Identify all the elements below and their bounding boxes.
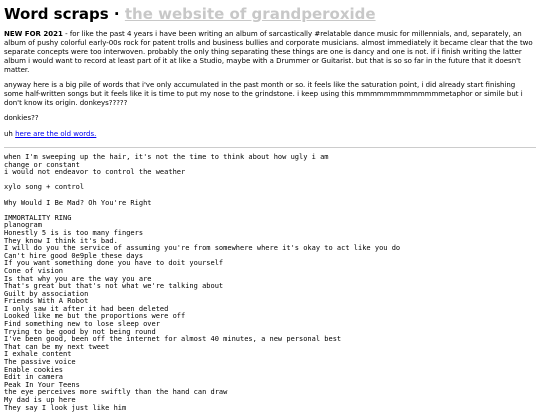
word-scrap-line: That's great but that's not what we're talking about <box>4 282 224 291</box>
word-scrap-line: My dad is up here <box>4 396 76 404</box>
word-scrap-line: Enable cookies <box>4 365 64 374</box>
word-scrap-line: Looked like me but the proportions were off <box>4 312 186 321</box>
word-scrap-line: I've been good, been off the internet for almost 40 minutes, a new personal best <box>4 335 342 344</box>
donkies-text: donkies?? <box>4 114 39 122</box>
title-separator: · <box>113 5 120 23</box>
word-scrap-line: I only saw it after it had been deleted <box>4 304 169 313</box>
word-scrap-line: Find something new to lose sleep over <box>4 320 160 329</box>
word-scraps-list <box>4 154 536 412</box>
word-scrap-line: Edit in camera <box>4 373 64 382</box>
divider <box>4 147 536 148</box>
word-scrap-line: i would not endeavor to control the weather <box>4 168 186 177</box>
site-subtitle-link[interactable]: the website of grandperoxide <box>124 5 376 23</box>
blank-line <box>4 207 536 215</box>
old-words-link[interactable]: here are the old words. <box>15 130 97 138</box>
word-scrap-line: Friends With A Robot <box>4 297 89 306</box>
word-scrap-line: the eye perceives more swiftly than the hand can draw <box>4 388 228 397</box>
word-scrap-line: They know I think it's bad. <box>4 236 118 245</box>
word-scrap-line: when I'm sweeping up the hair, it's not the time to think about how ugly i am <box>4 153 329 161</box>
word-scrap-line: Cone of vision <box>4 266 64 275</box>
word-scrap-line: change or constant <box>4 160 80 169</box>
word-scrap-line: If you want something done you have to doit yourself <box>4 259 224 268</box>
second-paragraph: anyway here is a big pile of words that i've only accumulated in the past month or so. it feels like the saturation point, i did already start finishing some half-written songs but it feels like it is time to put my nose to the grindstone. i keep using this mmmmmmmmmmmmmetaphor or simile but i don't know its origin. donkeys????? <box>4 81 523 107</box>
word-scrap-line: The passive voice <box>4 358 76 367</box>
intro-text: - for like the past 4 years i have been writing an album of sarcastically #relatable dance music for millennials, and, separately, an album of pushy colorful early-00s rock for patent trolls and business bullies and corporate musicians. almost immediately it became clear that the two separate concepts were too interwoven. probably the only thing separating these things are one is dancy and one is not. if i finish writing the latter album i would want to record at least part of it at like a Studio, maybe with a Drummer or Guitarist. but that is so so far in the future that it doesn't matter. <box>4 30 533 74</box>
word-scrap-line: Peak In Your Teens <box>4 380 80 389</box>
intro-paragraph <box>4 30 536 75</box>
word-scrap-line: I will do you the service of assuming you're from somewhere where it's okay to act like you do <box>4 244 401 253</box>
word-scrap-line: Is that why you are the way you are <box>4 274 152 283</box>
word-scrap-line: They say I look just like him <box>4 403 127 412</box>
word-scrap-line: That can be my next tweet <box>4 342 110 351</box>
word-scrap-line: xylo song + control <box>4 183 85 192</box>
old-words-paragraph <box>4 130 536 139</box>
word-scrap-line: Honestly 5 is is too many fingers <box>4 228 144 237</box>
site-title: Word scraps <box>4 5 109 23</box>
word-scrap-line: Guilt by association <box>4 289 89 298</box>
word-scrap-line: Why Would I Be Mad? Oh You're Right <box>4 198 152 207</box>
word-scrap-line: IMMORTALITY RING <box>4 213 72 222</box>
old-words-prefix: uh <box>4 130 16 138</box>
word-scrap-line: Can't hire good 0e9ple these days <box>4 251 144 260</box>
intro-label: NEW FOR 2021 <box>4 30 63 38</box>
word-scrap-line: I exhale content <box>4 350 72 359</box>
word-scrap-line: planogram <box>4 221 42 230</box>
page-title <box>4 4 536 24</box>
word-scrap-line: Trying to be good by not being round <box>4 327 156 336</box>
